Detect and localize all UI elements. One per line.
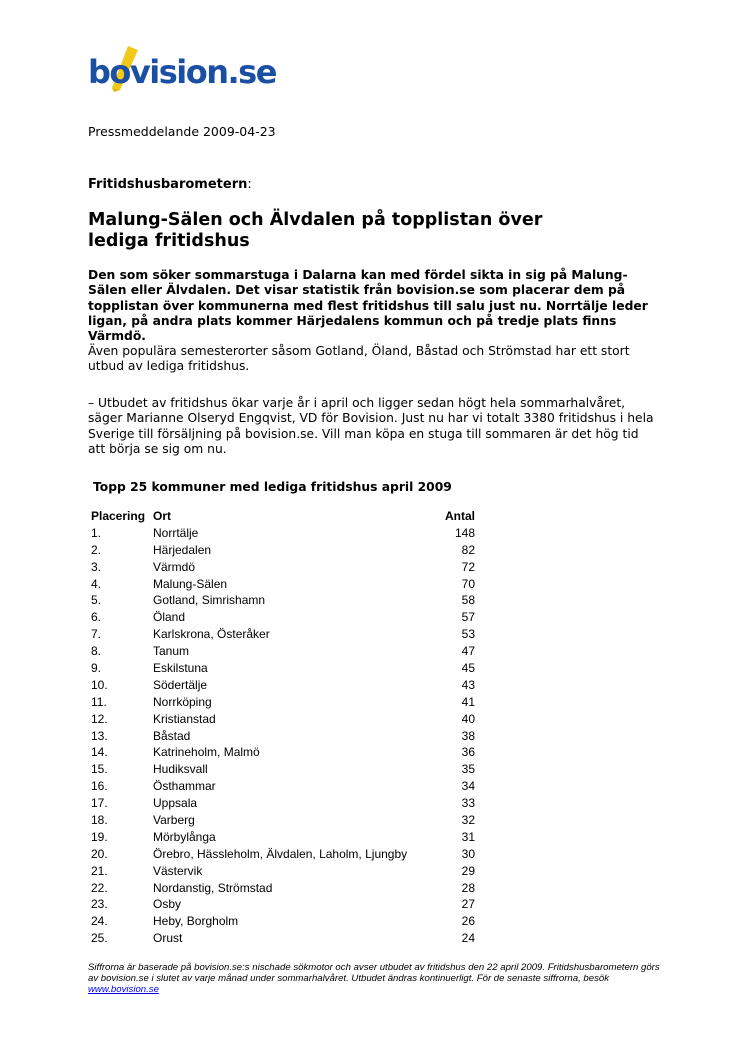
kicker	[88, 177, 252, 192]
row-placering: 3.	[91, 559, 102, 574]
row-ort: Örebro, Hässleholm, Älvdalen, Laholm, Ljungby	[153, 846, 408, 861]
table-row	[91, 778, 475, 795]
table-row	[91, 728, 475, 745]
row-ort: Osby	[153, 897, 182, 912]
table-row	[91, 626, 475, 643]
row-placering: 19.	[91, 829, 108, 844]
row-antal: 28	[461, 880, 475, 895]
table-row	[91, 660, 475, 677]
row-antal: 26	[461, 914, 475, 929]
row-ort: Eskilstuna	[153, 661, 208, 676]
row-placering: 2.	[91, 542, 102, 557]
header-ort: Ort	[153, 509, 171, 523]
row-ort: Orust	[153, 931, 183, 946]
row-ort: Mörbylånga	[153, 829, 216, 844]
table-row	[91, 829, 475, 846]
row-placering: 4.	[91, 576, 102, 591]
row-ort: Båstad	[153, 728, 191, 743]
row-placering: 23.	[91, 897, 108, 912]
row-ort: Hudiksvall	[153, 762, 208, 777]
row-placering: 11.	[91, 694, 107, 709]
table-row	[91, 592, 475, 609]
footnote	[88, 962, 668, 996]
row-antal: 36	[461, 745, 475, 760]
table-row	[91, 542, 475, 559]
row-placering: 5.	[91, 593, 102, 608]
row-antal: 45	[461, 661, 475, 676]
row-placering: 18.	[91, 813, 108, 828]
headline: Malung-Sälen och Älvdalen på topplistan över lediga fritidshus	[88, 210, 543, 251]
table-row	[91, 896, 475, 913]
row-ort: Heby, Borgholm	[153, 914, 239, 929]
row-antal: 53	[461, 627, 475, 642]
row-antal: 33	[461, 796, 475, 811]
row-antal: 27	[461, 897, 475, 912]
table-row	[91, 812, 475, 829]
table-row	[91, 761, 475, 778]
table-header-row	[91, 508, 475, 525]
row-antal: 148	[454, 525, 475, 540]
row-ort: Nordanstig, Strömstad	[153, 880, 273, 895]
row-ort: Öland	[153, 610, 186, 625]
row-antal: 70	[461, 576, 475, 591]
row-antal: 34	[461, 779, 475, 794]
row-placering: 15.	[91, 762, 108, 777]
table-row	[91, 643, 475, 660]
row-placering: 16.	[91, 779, 108, 794]
row-antal: 58	[461, 593, 475, 608]
logo-wordmark: bovision.se	[88, 53, 276, 91]
lead-paragraph: Den som söker sommarstuga i Dalarna kan med fördel sikta in sig på Malung-Sälen eller Älvdalen. Det visar statistik från bovision.se som placerar dem på topplistan över kommunerna med flest fritidshus till salu just nu. Norrtälje leder ligan, på andra plats kommer Härjedalens kommun och på tredje plats finns Värmdö.	[88, 268, 648, 344]
row-ort: Uppsala	[153, 796, 198, 811]
row-ort: Gotland, Simrishamn	[153, 593, 266, 608]
row-placering: 10.	[91, 677, 108, 692]
press-date: Pressmeddelande 2009-04-23	[88, 124, 276, 139]
row-placering: 6.	[91, 610, 102, 625]
table-row	[91, 913, 475, 930]
header-antal: Antal	[445, 509, 475, 523]
row-antal: 30	[461, 846, 475, 861]
row-antal: 29	[461, 863, 475, 878]
row-placering: 9.	[91, 661, 102, 676]
row-placering: 12.	[91, 711, 108, 726]
row-antal: 43	[461, 677, 475, 692]
table-row	[91, 846, 475, 863]
table-row	[91, 744, 475, 761]
row-ort: Malung-Sälen	[153, 576, 228, 591]
table-row	[91, 711, 475, 728]
row-ort: Östhammar	[153, 779, 216, 794]
row-antal: 24	[461, 931, 475, 946]
row-antal: 40	[461, 711, 475, 726]
row-placering: 25.	[91, 931, 108, 946]
row-antal: 38	[461, 728, 475, 743]
bovision-logo	[88, 44, 278, 94]
table-row	[91, 576, 475, 593]
row-placering: 21.	[91, 863, 108, 878]
table-row	[91, 880, 475, 897]
row-antal: 82	[461, 542, 475, 557]
footnote-link[interactable]: www.bovision.se	[88, 984, 159, 996]
row-ort: Varberg	[153, 813, 195, 828]
row-ort: Karlskrona, Österåker	[153, 627, 270, 642]
body-paragraph-1: Även populära semesterorter såsom Gotland, Öland, Båstad och Strömstad har ett stort utbud av lediga fritidshus.	[88, 344, 630, 374]
table-row	[91, 609, 475, 626]
row-placering: 24.	[91, 914, 108, 929]
row-placering: 14.	[91, 745, 108, 760]
kicker-suffix: :	[247, 177, 252, 192]
row-ort: Härjedalen	[153, 542, 212, 557]
row-placering: 8.	[91, 644, 102, 659]
row-placering: 20.	[91, 846, 108, 861]
row-ort: Norrköping	[153, 694, 212, 709]
row-ort: Katrineholm, Malmö	[153, 745, 260, 760]
row-antal: 31	[461, 829, 475, 844]
table-title: Topp 25 kommuner med lediga fritidshus april 2009	[93, 480, 452, 494]
kicker-title: Fritidshusbarometern	[88, 177, 248, 192]
row-ort: Kristianstad	[153, 711, 216, 726]
row-ort: Norrtälje	[153, 525, 199, 540]
table-row	[91, 930, 475, 947]
row-antal: 47	[461, 644, 475, 659]
row-placering: 13.	[91, 728, 108, 743]
ranking-table	[91, 508, 475, 947]
row-ort: Värmdö	[153, 559, 196, 574]
row-placering: 17.	[91, 796, 108, 811]
header-placering: Placering	[91, 509, 146, 523]
row-antal: 41	[461, 694, 475, 709]
table-row	[91, 863, 475, 880]
footnote-text: Siffrorna är baserade på bovision.se:s nischade sökmotor och avser utbudet av fritidshus den 22 april 2009. Fritidshusbarometern görs av bovision.se i slutet av varje månad under sommarhalvåret. Utbudet ändras kontinuerligt. För de senaste siffrorna, besök	[88, 962, 660, 985]
table-row	[91, 694, 475, 711]
row-antal: 57	[461, 610, 475, 625]
row-placering: 1.	[91, 525, 102, 540]
table-row	[91, 559, 475, 576]
table-row	[91, 795, 475, 812]
table-row	[91, 677, 475, 694]
table-row	[91, 525, 475, 542]
row-placering: 7.	[91, 627, 102, 642]
row-ort: Västervik	[153, 863, 203, 878]
row-antal: 72	[461, 559, 475, 574]
row-ort: Södertälje	[153, 677, 208, 692]
row-antal: 32	[461, 813, 475, 828]
body-paragraph-2: – Utbudet av fritidshus ökar varje år i april och ligger sedan högt hela sommarhalvåret, säger Marianne Olseryd Engqvist, VD för Bovision. Just nu har vi totalt 3380 fritidshus i hela Sverige till försäljning på bovision.se. Vill man köpa en stuga till sommaren är det hög tid att börja se sig om nu.	[88, 396, 654, 456]
row-ort: Tanum	[153, 644, 190, 659]
row-antal: 35	[461, 762, 475, 777]
row-placering: 22.	[91, 880, 108, 895]
